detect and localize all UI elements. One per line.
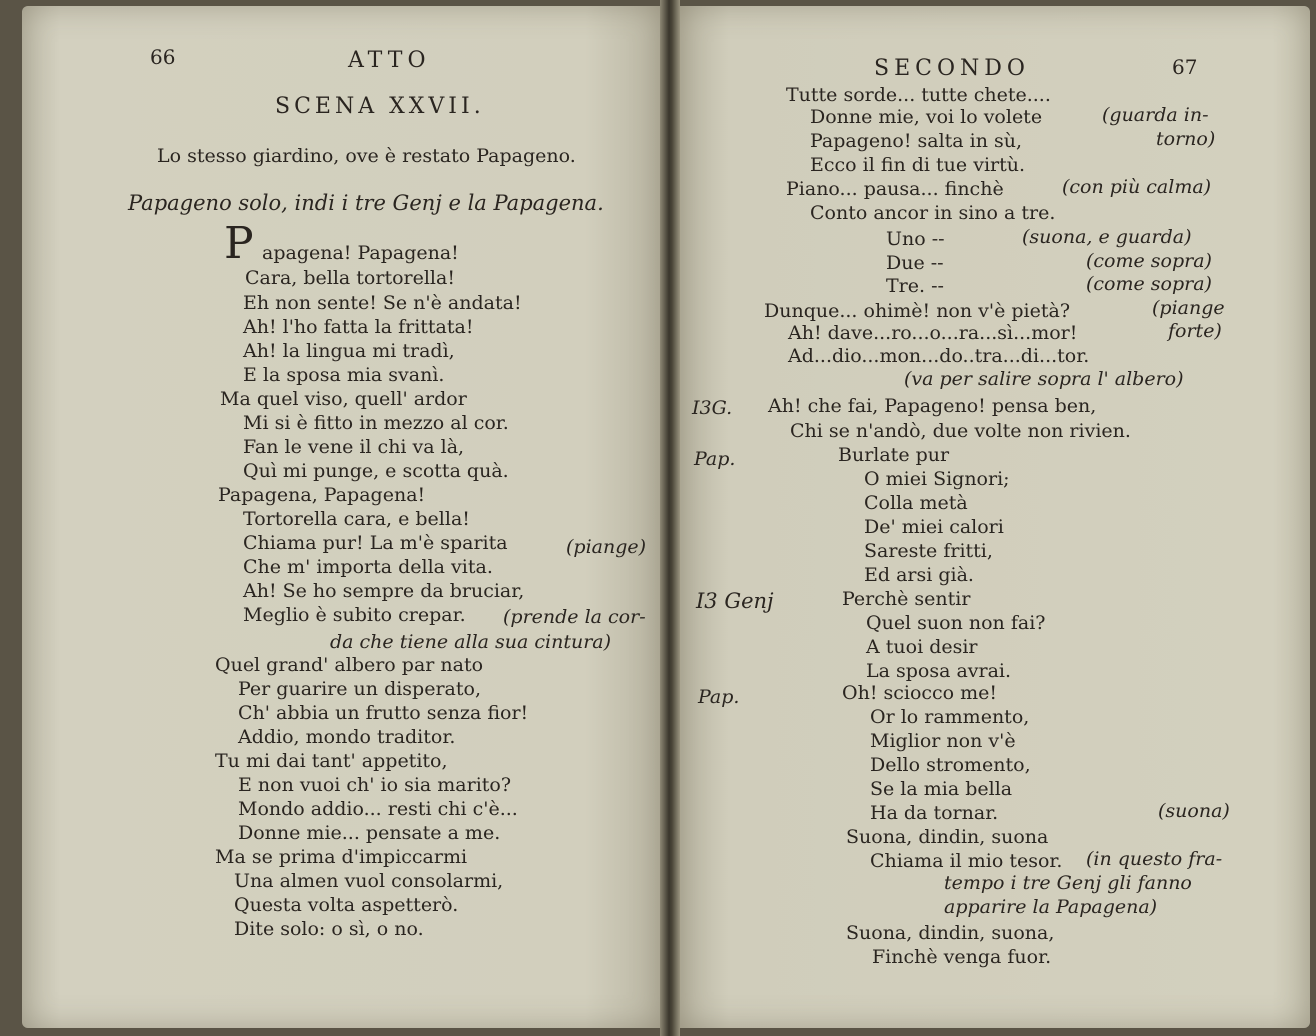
- verse-line: Chiama pur! La m'è sparita: [243, 532, 508, 554]
- verse-line: Per guarire un disperato,: [238, 678, 481, 700]
- verse-line: Quì mi punge, e scotta quà.: [243, 460, 509, 482]
- verse-line: Papageno! salta in sù,: [810, 130, 1023, 152]
- speaker-label: Pap.: [698, 686, 740, 708]
- verse-line: De' miei calori: [864, 516, 1004, 538]
- verse-line: apagena! Papagena!: [262, 242, 459, 264]
- verse-line: Ah! che fai, Papageno! pensa ben,: [768, 395, 1097, 417]
- verse-line: Meglio è subito crepar.: [243, 604, 466, 626]
- verse-line: Chi se n'andò, due volte non rivien.: [790, 420, 1131, 442]
- stage-direction: (come sopra): [1086, 273, 1212, 295]
- verse-line: Dunque... ohimè! non v'è pietà?: [764, 300, 1071, 322]
- verse-line: E la sposa mia svanì.: [243, 364, 445, 386]
- verse-line: A tuoi desir: [866, 636, 978, 658]
- verse-line: Tu mi dai tant' appetito,: [215, 750, 448, 772]
- speaker-label: Pap.: [694, 448, 736, 470]
- verse-line: Tortorella cara, e bella!: [243, 508, 470, 530]
- verse-line: Mondo addio... resti chi c'è...: [238, 798, 518, 820]
- verse-line: Ha da tornar.: [870, 802, 999, 824]
- verse-line: Conto ancor in sino a tre.: [810, 202, 1056, 224]
- verse-line: Addio, mondo traditor.: [238, 726, 456, 748]
- stage-direction: (come sopra): [1086, 250, 1212, 272]
- stage-direction: da che tiene alla sua cintura): [330, 631, 612, 653]
- verse-line: Che m' importa della vita.: [243, 556, 493, 578]
- verse-line: Fan le vene il chi va là,: [243, 436, 465, 458]
- speaker-label: I3G.: [692, 397, 733, 419]
- verse-line: Dello stromento,: [870, 754, 1031, 776]
- verse-line: Ad...dio...mon...do..tra...di...tor.: [788, 345, 1090, 367]
- stage-direction: (va per salire sopra l' albero): [904, 368, 1184, 390]
- verse-line: Dite solo: o sì, o no.: [234, 918, 424, 940]
- stage-direction: forte): [1168, 320, 1222, 342]
- verse-line: Finchè venga fuor.: [872, 946, 1052, 968]
- verse-line: Due --: [886, 252, 944, 274]
- verse-line: Perchè sentir: [842, 588, 971, 610]
- verse-line: Mi si è fitto in mezzo al cor.: [243, 412, 509, 434]
- verse-line: Tutte sorde... tutte chete....: [786, 84, 1051, 106]
- verse-line: La sposa avrai.: [866, 660, 1012, 682]
- verse-line: E non vuoi ch' io sia marito?: [238, 774, 512, 796]
- verse-line: Quel suon non fai?: [866, 612, 1046, 634]
- verse-line: Ma se prima d'impiccarmi: [215, 846, 468, 868]
- verse-line: Donne mie, voi lo volete: [810, 106, 1043, 128]
- verse-line: Eh non sente! Se n'è andata!: [243, 292, 522, 314]
- verse-line: Suona, dindin, suona: [846, 826, 1049, 848]
- stage-direction: (con più calma): [1062, 176, 1212, 198]
- verse-line: Colla metà: [864, 492, 968, 514]
- drop-cap: P: [224, 218, 254, 269]
- stage-direction: (suona): [1158, 800, 1230, 822]
- verse-line: Quel grand' albero par nato: [215, 654, 484, 676]
- verse-line: Or lo rammento,: [870, 706, 1030, 728]
- verse-line: Donne mie... pensate a me.: [238, 822, 501, 844]
- verse-line: Burlate pur: [838, 444, 950, 466]
- verse-line: Oh! sciocco me!: [842, 682, 998, 704]
- stage-direction: (guarda in-: [1102, 104, 1209, 126]
- stage-direction: tempo i tre Genj gli fanno: [944, 872, 1192, 894]
- verse-line: O miei Signori;: [864, 468, 1010, 490]
- page-number-left: 66: [150, 45, 176, 69]
- verse-line: Chiama il mio tesor.: [870, 850, 1063, 872]
- running-head-left: ATTO: [348, 48, 431, 73]
- stage-direction: torno): [1156, 128, 1216, 150]
- verse-line: Se la mia bella: [870, 778, 1013, 800]
- stage-direction: (piange): [566, 536, 647, 558]
- verse-line: Questa volta aspetterò.: [234, 894, 459, 916]
- verse-line: Ecco il fin di tue virtù.: [810, 154, 1026, 176]
- scene-characters: Papageno solo, indi i tre Genj e la Papagena.: [128, 191, 604, 215]
- scene-setting: Lo stesso giardino, ove è restato Papageno.: [157, 145, 576, 167]
- verse-line: Ah! Se ho sempre da bruciar,: [243, 580, 525, 602]
- verse-line: Piano... pausa... finchè: [786, 178, 1004, 200]
- running-head-right: SECONDO: [874, 56, 1030, 81]
- stage-direction: apparire la Papagena): [944, 896, 1158, 918]
- verse-line: Papagena, Papagena!: [218, 484, 426, 506]
- verse-line: Tre. --: [886, 275, 944, 297]
- verse-line: Ah! la lingua mi tradì,: [243, 340, 455, 362]
- verse-line: Sareste fritti,: [864, 540, 993, 562]
- verse-line: Ah! l'ho fatta la frittata!: [243, 316, 474, 338]
- verse-line: Ch' abbia un frutto senza fior!: [238, 702, 529, 724]
- verse-line: Suona, dindin, suona,: [846, 922, 1055, 944]
- stage-direction: (in questo fra-: [1086, 848, 1223, 870]
- stage-direction: (suona, e guarda): [1022, 226, 1192, 248]
- verse-line: Ma quel viso, quell' ardor: [220, 388, 467, 410]
- verse-line: Cara, bella tortorella!: [245, 267, 455, 289]
- page-number-right: 67: [1172, 55, 1198, 79]
- book-gutter: [660, 0, 680, 1036]
- speaker-label: I3 Genj: [696, 589, 774, 613]
- verse-line: Uno --: [886, 228, 945, 250]
- verse-line: Miglior non v'è: [870, 730, 1016, 752]
- stage-direction: (prende la cor-: [503, 606, 646, 628]
- stage-direction: (piange: [1152, 297, 1225, 319]
- scene-title: SCENA XXVII.: [275, 94, 485, 119]
- verse-line: Ah! dave...ro...o...ra...sì...mor!: [788, 322, 1078, 344]
- verse-line: Ed arsi già.: [864, 564, 974, 586]
- verse-line: Una almen vuol consolarmi,: [234, 870, 504, 892]
